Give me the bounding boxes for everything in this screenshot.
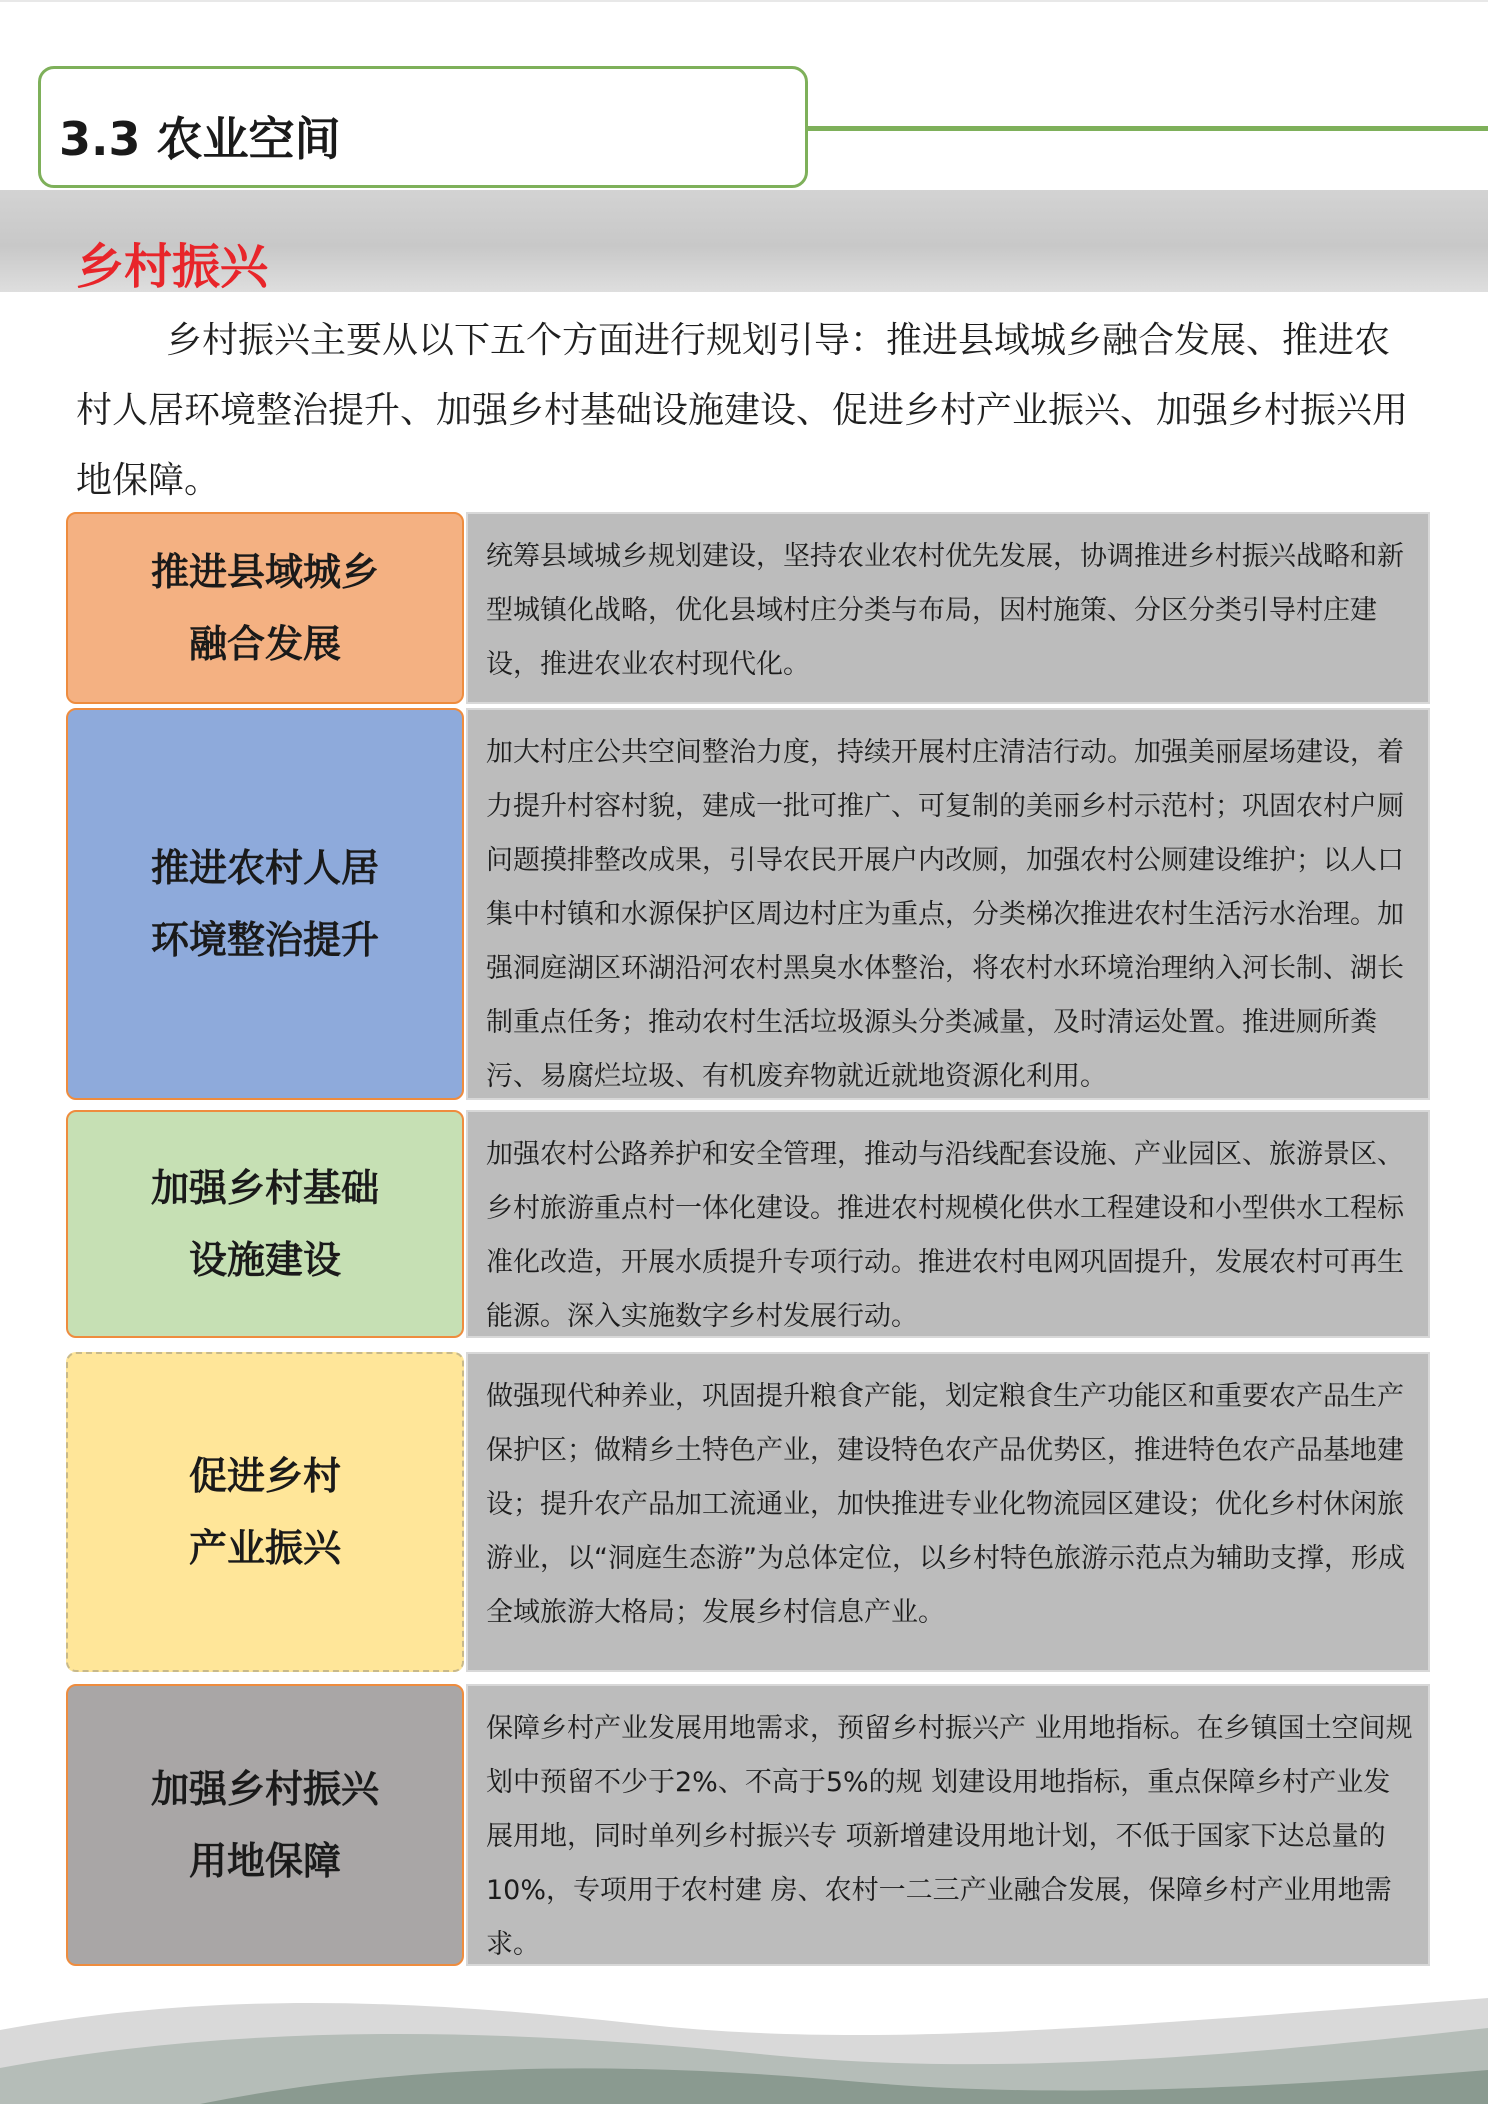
row-description: 加大村庄公共空间整治力度，持续开展村庄清洁行动。加强美丽屋场建设，着力提升村容村貌，建成一批可推广、可复制的美丽乡村示范村；巩固农村户厕问题摸排整改成果，引导农民开展户内改厕，加强农村公厕建设维护；以人口集中村镇和水源保护区周边村庄为重点，分类梯次推进农村生活污水治理。加强洞庭湖区环湖沿河农村黑臭水体整治，将农村水环境治理纳入河长制、湖长制重点任务；推动农村生活垃圾源头分类减量，及时清运处置。推进厕所粪污、易腐烂垃圾、有机废弃物就近就地资源化利用。 bbox=[486, 737, 1404, 1092]
page-top-edge bbox=[0, 0, 1488, 2]
footer-wave-decoration bbox=[0, 1990, 1488, 2104]
row-description: 保障乡村产业发展用地需求，预留乡村振兴产 业用地指标。在乡镇国土空间规划中预留不少于2%、不高于5%的规 划建设用地指标，重点保障乡村产业发展用地，同时单列乡村振兴专 项新增建设用地计划，不低于国家下达总量的10%，专项用于农村建 房、农村一二三产业融合发展，保障乡村产业用地需求。 bbox=[486, 1713, 1413, 1960]
row-label: 推进农村人居 环境整治提升 bbox=[150, 846, 379, 962]
row-description: 做强现代种养业，巩固提升粮食产能，划定粮食生产功能区和重要农产品生产保护区；做精乡土特色产业，建设特色农产品优势区，推进特色农产品基地建设；提升农产品加工流通业，加快推进专业化物流园区建设；优化乡村休闲旅游业，以“洞庭生态游”为总体定位，以乡村特色旅游示范点为辅助支撑，形成全域旅游大格局；发展乡村信息产业。 bbox=[486, 1381, 1405, 1628]
section-header-rule bbox=[808, 126, 1488, 131]
row-description: 统筹县域城乡规划建设，坚持农业农村优先发展，协调推进乡村振兴战略和新型城镇化战略，优化县域村庄分类与布局，因村施策、分区分类引导村庄建设，推进农业农村现代化。 bbox=[486, 541, 1404, 680]
row-label-box bbox=[66, 1684, 464, 1966]
section-title: 3.3 农业空间 bbox=[59, 112, 341, 166]
row-label-box bbox=[66, 512, 464, 704]
intro-paragraph: 乡村振兴主要从以下五个方面进行规划引导：推进县域城乡融合发展、推进农村人居环境整治提升、加强乡村基础设施建设、促进乡村产业振兴、加强乡村振兴用地保障。 bbox=[76, 320, 1409, 501]
row-description-box bbox=[466, 1684, 1430, 1966]
section-header-box bbox=[38, 66, 808, 188]
row-industry-revitalization bbox=[66, 1352, 1430, 1672]
row-living-environment bbox=[66, 708, 1430, 1100]
row-label: 推进县域城乡 融合发展 bbox=[150, 550, 379, 666]
row-infrastructure bbox=[66, 1110, 1430, 1338]
row-label-box bbox=[66, 708, 464, 1100]
row-label-box bbox=[66, 1110, 464, 1338]
row-description-box bbox=[466, 708, 1430, 1100]
row-label: 促进乡村 产业振兴 bbox=[188, 1454, 341, 1570]
row-label: 加强乡村振兴 用地保障 bbox=[150, 1767, 379, 1883]
row-description-box bbox=[466, 1352, 1430, 1672]
row-description: 加强农村公路养护和安全管理，推动与沿线配套设施、产业园区、旅游景区、乡村旅游重点村一体化建设。推进农村规模化供水工程建设和小型供水工程标准化改造，开展水质提升专项行动。推进农村电网巩固提升，发展农村可再生能源。深入实施数字乡村发展行动。 bbox=[486, 1139, 1404, 1332]
row-description-box bbox=[466, 1110, 1430, 1338]
subheading: 乡村振兴 bbox=[76, 239, 269, 295]
row-label-box bbox=[66, 1352, 464, 1672]
row-description-box bbox=[466, 512, 1430, 704]
row-county-integration bbox=[66, 512, 1430, 704]
row-land-guarantee bbox=[66, 1684, 1430, 1966]
row-label: 加强乡村基础 设施建设 bbox=[150, 1166, 379, 1282]
